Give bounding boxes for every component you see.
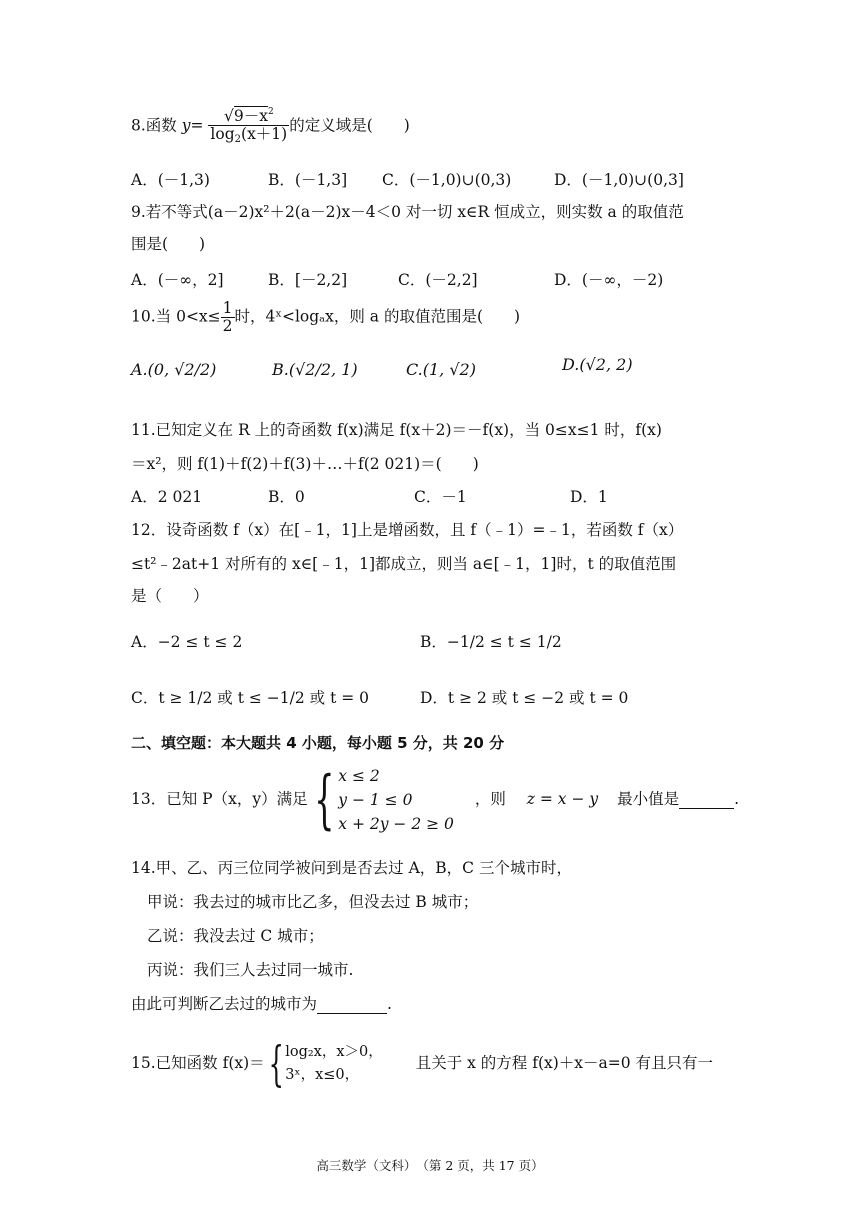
q10-fraction (221, 300, 235, 335)
q9-option-d: D．(－∞，－2) (554, 271, 664, 289)
q8-eq: = (190, 116, 204, 135)
q8-log: log (210, 125, 235, 144)
q15-stem (131, 1036, 714, 1092)
q9-option-c: C．(－2,2] (398, 271, 478, 289)
q14-line1: 14.甲、乙、丙三位同学被问到是否去过 A，B，C 三个城市时， (131, 859, 572, 877)
q10-option-d: D.(√2, 2) (562, 355, 633, 374)
q14-line4: 丙说：我们三人去过同一城市. (147, 961, 354, 979)
q10-suffix: 时，4ˣ<logₐx，则 a 的取值范围是( ) (234, 307, 521, 326)
q11-option-b: B．0 (268, 488, 305, 506)
q13-constraint-1: x ≤ 2 (338, 767, 380, 785)
q11-line1: 11.已知定义在 R 上的奇函数 f(x)满足 f(x＋2)＝－f(x)，当 0≤x≤1 时，f(x) (131, 421, 662, 439)
q12-option-a: A．−2 ≤ t ≤ 2 (131, 633, 243, 651)
q15-suffix: 且关于 x 的方程 f(x)＋x－a=0 有且只有一 (415, 1054, 714, 1072)
q12-line3: 是（ ） (131, 587, 209, 605)
q10-stem (131, 300, 520, 335)
q8-option-d: D．(－1,0)∪(0,3] (554, 171, 684, 189)
q8-fraction (208, 108, 289, 145)
section-fill-in-title: 二、填空题：本大题共 4 小题，每小题 5 分，共 20 分 (131, 734, 505, 752)
q13-stem (131, 764, 739, 836)
q13-end: . (734, 790, 740, 809)
q13-expression: z = x − y (526, 790, 599, 809)
q8-radicand-exp: 2 (267, 107, 274, 117)
q12-line2: ≤t²﹣2at+1 对所有的 x∈[﹣1，1]都成立，则当 a∈[﹣1，1]时，t 的取值范围 (131, 555, 677, 573)
q15-cases (285, 1041, 383, 1087)
q8-numerator: $√9-x^2$ (208, 108, 289, 126)
q10-option-a: A.(0, √2/2) (131, 360, 217, 379)
q14-line5 (131, 992, 392, 1014)
q9-line1: 9.若不等式(a－2)x²＋2(a－2)x－4＜0 对一切 x∈R 恒成立，则实数 a 的取值范 (131, 203, 684, 221)
q10-frac-den: 2 (222, 317, 233, 336)
q8-option-c: C．(－1,0)∪(0,3) (382, 171, 512, 189)
q14-answer-blank[interactable] (317, 995, 387, 1014)
q12-option-d: D．t ≥ 2 或 t ≤ −2 或 t = 0 (420, 689, 629, 707)
q8-log-arg: (x＋1) (241, 125, 288, 144)
q10-frac-num: 1 (222, 299, 233, 317)
q8-prefix: 8.函数 (131, 116, 182, 135)
q10-option-c: C.(1, √2) (406, 360, 476, 379)
q13-mid: ，则 (474, 790, 506, 809)
q13-constraint-3: x + 2y − 2 ≥ 0 (338, 815, 454, 834)
q8-var: y (181, 116, 191, 135)
q8-option-b: B．(－1,3] (268, 171, 348, 189)
q15-prefix: 15.已知函数 f(x)＝ (131, 1054, 265, 1072)
q12-option-b: B．−1/2 ≤ t ≤ 1/2 (420, 633, 562, 651)
q14-line3: 乙说：我没去过 C 城市； (147, 927, 324, 945)
q12-option-c: C．t ≥ 1/2 或 t ≤ −1/2 或 t = 0 (131, 689, 370, 707)
q9-option-b: B．[－2,2] (268, 271, 348, 289)
q13-brace: { (313, 763, 335, 838)
q15-brace: { (268, 1036, 284, 1092)
q9-line2: 围是( ) (131, 235, 206, 253)
q11-option-d: D．1 (570, 488, 608, 506)
q8-log-base: 2 (234, 134, 242, 146)
q8-option-a: A．(－1,3) (131, 171, 210, 189)
q9-option-a: A．(－∞，2] (131, 271, 224, 289)
q15-case-1: log₂x，x＞0， (285, 1043, 383, 1060)
q13-answer-blank[interactable] (679, 790, 734, 809)
q12-line1: 12．设奇函数 f（x）在[﹣1，1]上是增函数，且 f（﹣1）=﹣1，若函数 f（x） (131, 521, 684, 539)
q13-constraints (338, 764, 454, 836)
q15-case-2: 3ˣ，x≤0， (285, 1067, 360, 1083)
q10-option-b: B.(√2/2, 1) (272, 360, 358, 379)
q8-stem (131, 108, 410, 145)
q14-line5-text: 由此可判断乙去过的城市为 (131, 995, 318, 1013)
q10-prefix: 10.当 0<x≤ (131, 307, 221, 326)
q8-radicand: 9－x (233, 107, 268, 125)
q11-line2: ＝x²，则 f(1)＋f(2)＋f(3)＋…＋f(2 021)＝( ) (131, 455, 479, 473)
page-footer: 高三数学（文科） （第 2 页，共 17 页） (316, 1158, 544, 1173)
q13-suffix: 最小值是 (617, 790, 680, 809)
q13-prefix: 13．已知 P（x，y）满足 (131, 790, 308, 809)
q13-constraint-2: y − 1 ≤ 0 (338, 791, 413, 810)
q14-line2: 甲说：我去过的城市比乙多，但没去过 B 城市； (147, 893, 479, 911)
q14-end: . (387, 995, 392, 1013)
q11-option-a: A．2 021 (131, 488, 203, 506)
q8-denominator (208, 126, 289, 145)
q8-suffix: 的定义域是( ) (289, 116, 410, 135)
q11-option-c: C．－1 (414, 488, 467, 506)
